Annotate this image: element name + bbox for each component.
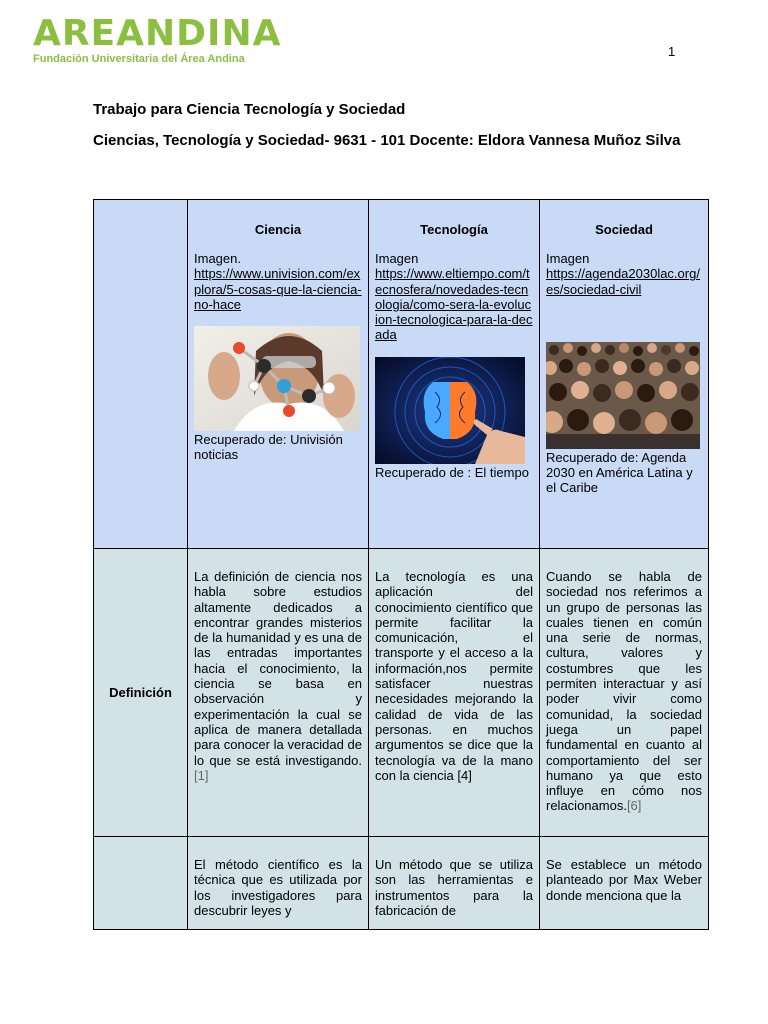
- source-link-tecnologia[interactable]: https://www.eltiempo.com/tecnosfera/novedades-tecnologia/como-sera-la-evolucion-tecnologica-para-la-decada: [375, 266, 533, 343]
- metodo-sociedad: Se establece un método planteado por Max Weber donde menciona que la: [540, 837, 708, 930]
- definicion-ciencia-text: La definición de ciencia nos habla sobre estudios altamente dedicados a encontrar grandes misterios de la humanidad y es una de las entradas importantes hacia el conocimiento, la ciencia se basa en observación y experimentación la cual se aplica de manera detallada para conocer la veracidad de lo que se está investigando.: [194, 569, 362, 768]
- source-link-ciencia[interactable]: https://www.univision.com/explora/5-cosas-que-la-ciencia-no-hace: [194, 266, 362, 312]
- image-credit-sociedad: Recuperado de: Agenda 2030 en América Latina y el Caribe: [546, 449, 693, 496]
- areandina-logo: [33, 14, 281, 65]
- page-number: 1: [668, 44, 676, 59]
- image-label: Imagen: [375, 251, 419, 266]
- row-label-cell: [94, 549, 188, 836]
- digital-brain-hand-photo: [375, 357, 525, 464]
- metodo-ciencia: El método científico es la técnica que es utilizada por los investigadores para descubrir leyes y: [188, 837, 369, 930]
- column-header-tecnologia: Tecnología: [420, 222, 488, 237]
- logo-wordmark: AREANDINA: [33, 13, 282, 54]
- column-header-sociedad: Sociedad: [595, 222, 653, 237]
- image-label: Imagen: [546, 251, 590, 266]
- table-row-definicion: [94, 549, 708, 837]
- table-row-images: [94, 200, 708, 549]
- logo-subtitle: Fundación Universitaria del Área Andina: [33, 53, 245, 65]
- citation-ref[interactable]: [4]: [457, 767, 472, 783]
- metodo-tecnologia: Un método que se utiliza son las herramientas e instrumentos para la fabricación de: [369, 837, 540, 930]
- definicion-sociedad: [540, 549, 708, 836]
- table-row-metodo: [94, 837, 708, 930]
- comparison-table: [93, 199, 709, 930]
- definicion-sociedad-text: Cuando se habla de sociedad nos referimos a un grupo de personas las cuales tienen en común una serie de normas, cultura, valores y costumbres que les permiten interactuar y así poder vivir como comunidad, la sociedad juega un papel fundamental en cuanto al comportamiento del ser humano ya que esto influye en cómo nos relacionamos.: [546, 569, 702, 814]
- scientist-molecule-photo: [194, 326, 360, 431]
- definicion-ciencia: [188, 549, 369, 836]
- citation-ref[interactable]: [6]: [626, 798, 642, 814]
- crowd-photo: [546, 342, 700, 449]
- image-credit-ciencia: Recuperado de: Univisión noticias: [194, 432, 343, 463]
- document-subtitle: Ciencias, Tecnología y Sociedad- 9631 - 101 Docente: Eldora Vannesa Muñoz Silva: [93, 132, 681, 149]
- citation-ref[interactable]: [1]: [194, 767, 209, 783]
- definicion-tecnologia: [369, 549, 540, 836]
- row-label-definicion: Definición: [109, 684, 172, 700]
- table-corner-cell: [94, 200, 188, 548]
- document-title: Trabajo para Ciencia Tecnología y Sociedad: [93, 101, 406, 118]
- column-tecnologia: [369, 200, 540, 548]
- column-header-ciencia: Ciencia: [254, 222, 302, 237]
- column-sociedad: [540, 200, 708, 548]
- image-label: Imagen.: [194, 251, 241, 266]
- source-link-sociedad[interactable]: https://agenda2030lac.org/es/sociedad-civil: [546, 266, 700, 297]
- row-label-cell: [94, 837, 188, 930]
- definicion-tecnologia-text: La tecnología es una aplicación del conocimiento científico que permite facilitar la comunicación, el transporte y el acceso a la información,nos permite satisfacer nuestras necesidades mejorando la calidad de vida de las personas. en muchos argumentos se dice que la tecnología va de la mano con la ciencia: [375, 569, 533, 783]
- column-ciencia: [188, 200, 369, 548]
- image-credit-tecnologia: Recuperado de : El tiempo: [375, 464, 529, 480]
